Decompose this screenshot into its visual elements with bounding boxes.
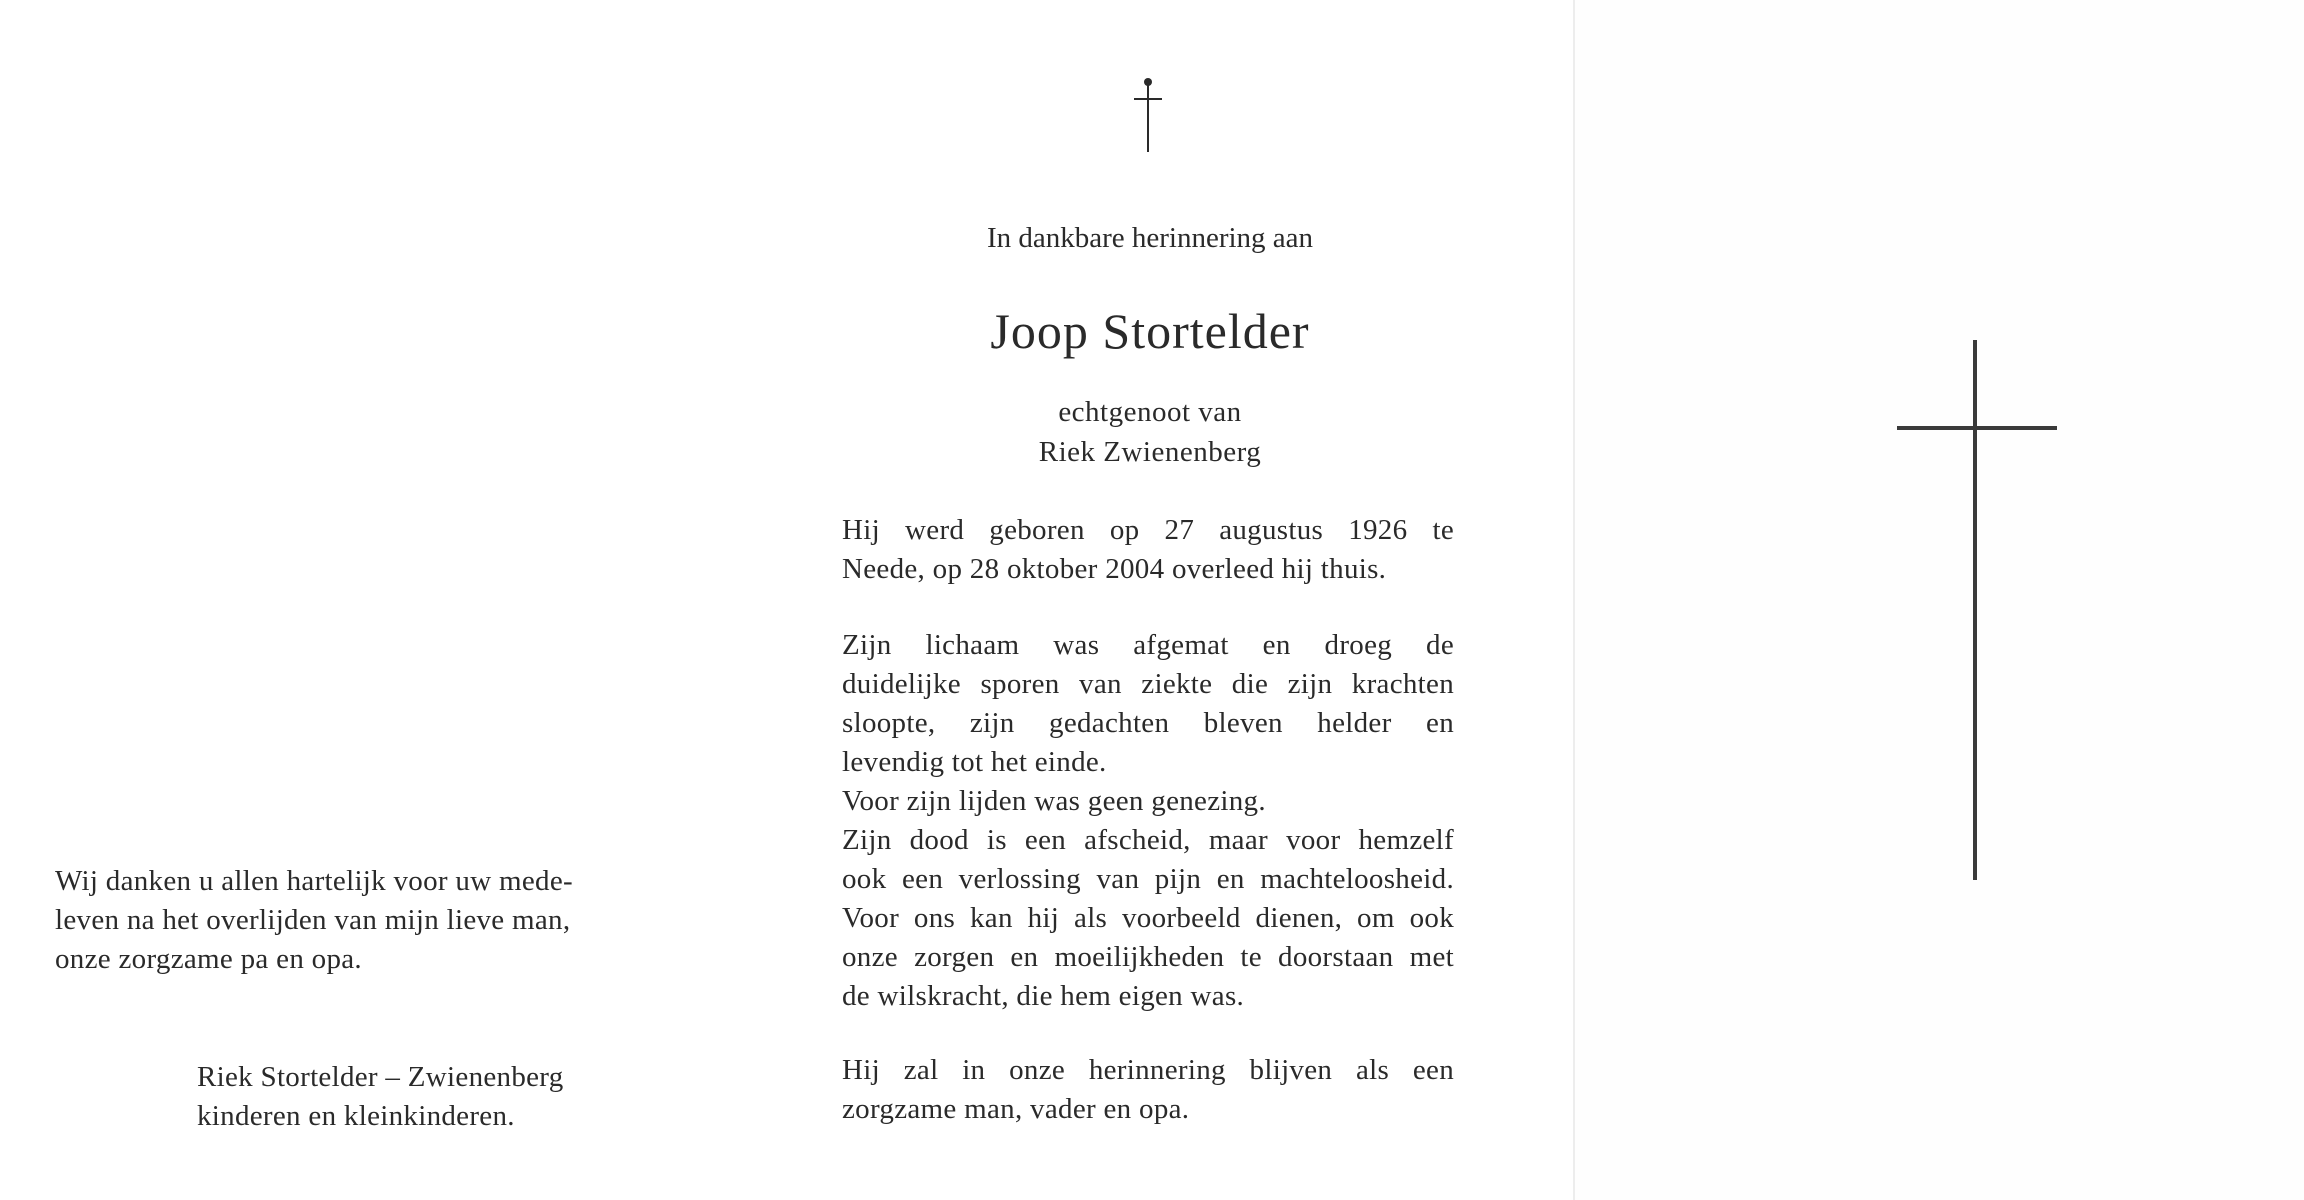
text-line: Neede, op 28 oktober 2004 overleed hij thuis. bbox=[842, 553, 1387, 585]
text-line: Zijn dood is een afscheid, maar voor hemzelf bbox=[842, 824, 1454, 856]
spouse-name: Riek Zwienenberg bbox=[1038, 436, 1262, 468]
large-cross-icon bbox=[1897, 340, 2057, 880]
text-line: zorgzame man, vader en opa. bbox=[842, 1093, 1190, 1125]
intro-text: In dankbare herinnering aan bbox=[986, 222, 1314, 254]
text-line: Hij werd geboren op 27 augustus 1926 te bbox=[842, 514, 1454, 546]
text-line: Zijn lichaam was afgemat en droeg de bbox=[842, 629, 1454, 661]
text-line: Voor zijn lijden was geen genezing. bbox=[842, 785, 1266, 817]
text-line: onze zorgen en moeilijkheden te doorstaan met bbox=[842, 941, 1454, 973]
text-line: de wilskracht, die hem eigen was. bbox=[842, 980, 1245, 1012]
thanks-line: Wij danken u allen hartelijk voor uw mede- bbox=[55, 865, 573, 897]
text-line: Voor ons kan hij als voorbeeld dienen, om ook bbox=[842, 902, 1454, 934]
spouse-label: echtgenoot van bbox=[1058, 396, 1242, 428]
memorial-paragraph bbox=[842, 626, 1454, 1016]
thanks-text bbox=[55, 862, 625, 979]
text-line: duidelijke sporen van ziekte die zijn krachten bbox=[842, 668, 1454, 700]
spouse-block bbox=[850, 392, 1450, 472]
birth-death-paragraph bbox=[842, 511, 1454, 589]
signature bbox=[197, 1058, 637, 1136]
text-line: ook een verlossing van pijn en machteloosheid. bbox=[842, 863, 1454, 895]
latin-cross-icon bbox=[1130, 80, 1166, 152]
text-line: sloopte, zijn gedachten bleven helder en bbox=[842, 707, 1454, 739]
thanks-line: onze zorgzame pa en opa. bbox=[55, 943, 362, 975]
text-line: Hij zal in onze herinnering blijven als een bbox=[842, 1054, 1454, 1086]
text-line: levendig tot het einde. bbox=[842, 746, 1107, 778]
thanks-line: leven na het overlijden van mijn lieve man, bbox=[55, 904, 571, 936]
signature-line: kinderen en kleinkinderen. bbox=[197, 1100, 515, 1132]
signature-line: Riek Stortelder – Zwienenberg bbox=[197, 1061, 564, 1093]
left-panel bbox=[0, 0, 760, 1200]
deceased-name: Joop Stortelder bbox=[990, 303, 1310, 359]
closing-paragraph bbox=[842, 1051, 1454, 1129]
